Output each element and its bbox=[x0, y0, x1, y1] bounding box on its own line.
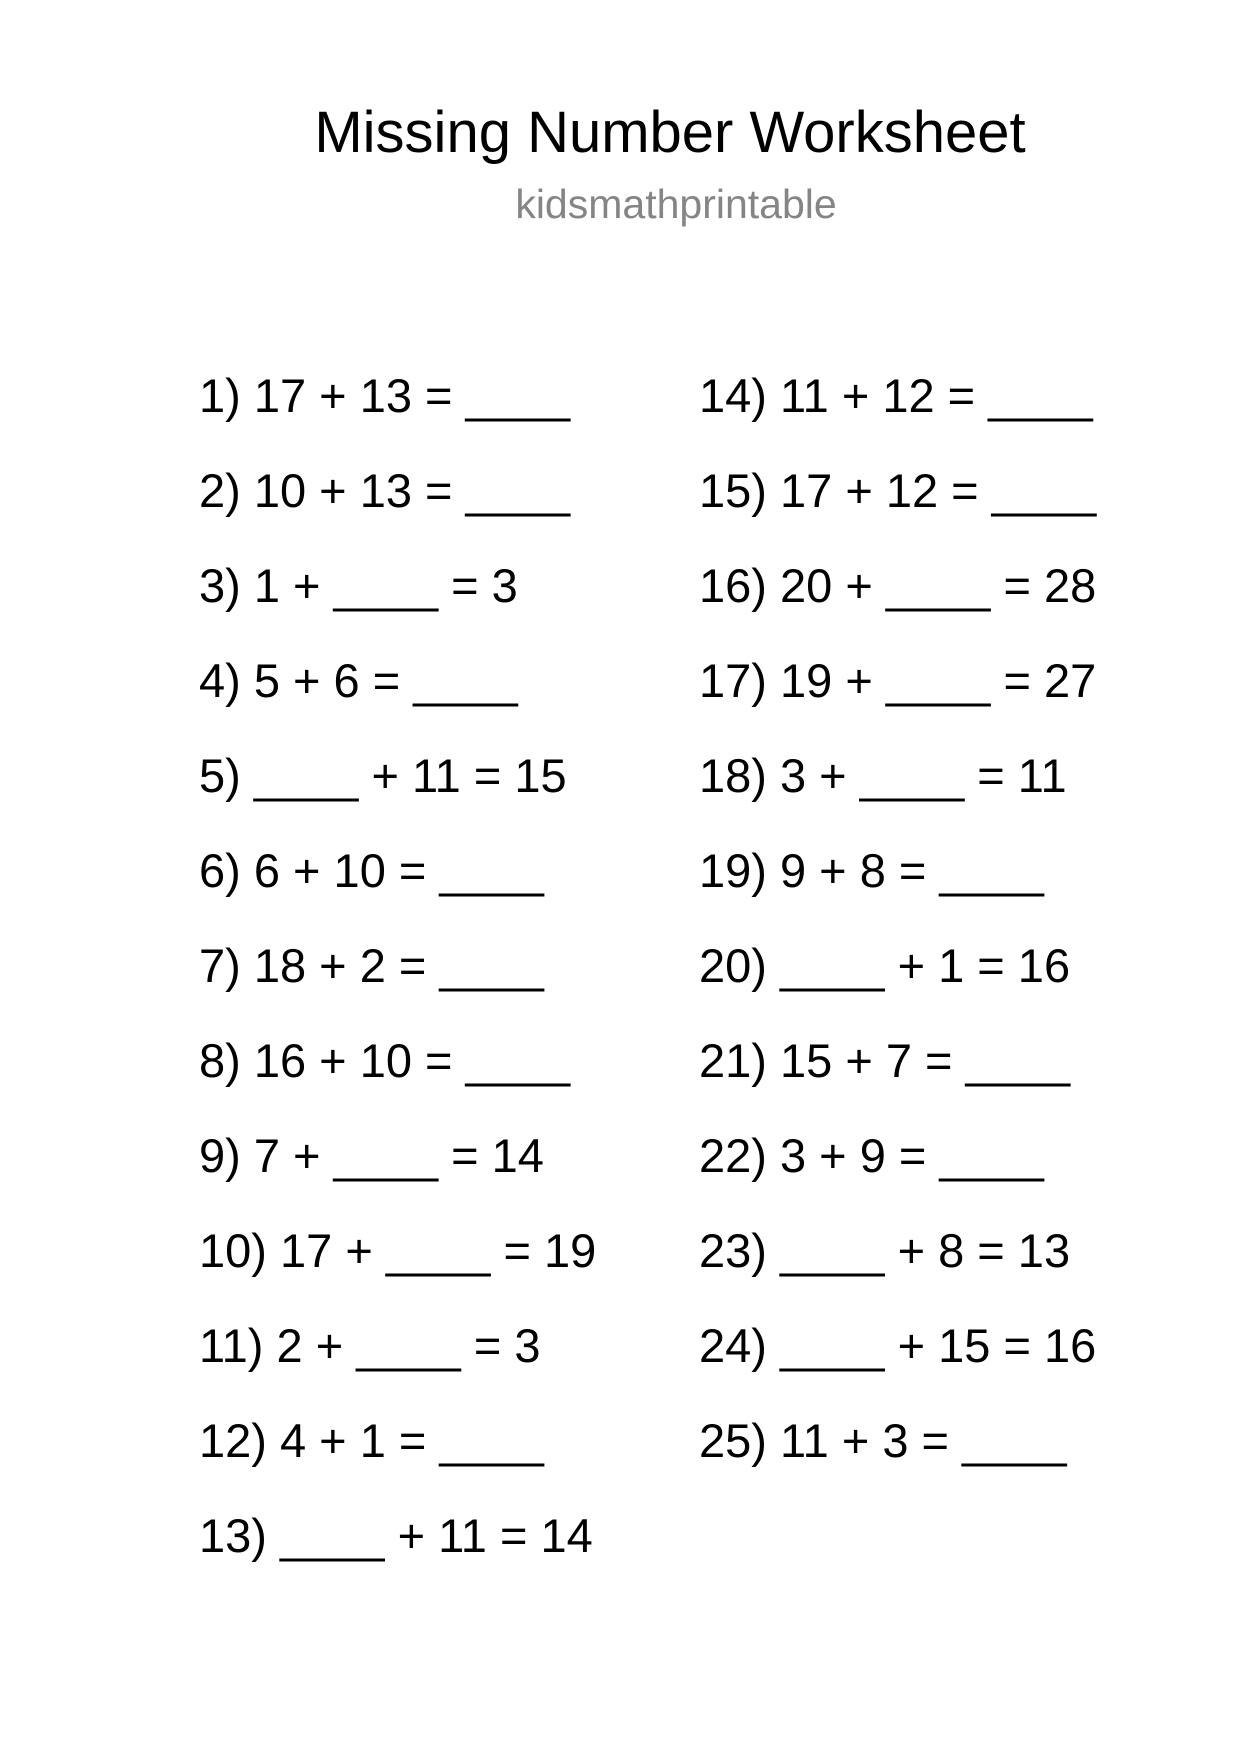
problem-4: 4) 5 + 6 = ____ bbox=[199, 654, 518, 707]
problem-6: 6) 6 + 10 = ____ bbox=[199, 844, 544, 897]
problem-21: 21) 15 + 7 = ____ bbox=[699, 1034, 1071, 1087]
worksheet-subtitle: kidsmathprintable bbox=[515, 181, 837, 227]
problem-16: 16) 20 + ____ = 28 bbox=[699, 559, 1097, 612]
problem-22: 22) 3 + 9 = ____ bbox=[699, 1129, 1044, 1182]
problem-1: 1) 17 + 13 = ____ bbox=[199, 369, 571, 422]
problem-15: 15) 17 + 12 = ____ bbox=[699, 464, 1097, 517]
problem-column-right bbox=[699, 348, 1096, 1488]
problem-2: 2) 10 + 13 = ____ bbox=[199, 464, 571, 517]
problem-8: 8) 16 + 10 = ____ bbox=[199, 1034, 571, 1087]
problem-3: 3) 1 + ____ = 3 bbox=[199, 559, 518, 612]
problem-5: 5) ____ + 11 = 15 bbox=[199, 749, 567, 802]
problem-20: 20) ____ + 1 = 16 bbox=[699, 939, 1071, 992]
problem-12: 12) 4 + 1 = ____ bbox=[199, 1414, 544, 1467]
problem-13: 13) ____ + 11 = 14 bbox=[199, 1509, 593, 1562]
problem-10: 10) 17 + ____ = 19 bbox=[199, 1224, 597, 1277]
problem-7: 7) 18 + 2 = ____ bbox=[199, 939, 544, 992]
problem-25: 25) 11 + 3 = ____ bbox=[699, 1414, 1067, 1467]
problem-9: 9) 7 + ____ = 14 bbox=[199, 1129, 544, 1182]
problem-17: 17) 19 + ____ = 27 bbox=[699, 654, 1097, 707]
problem-column-left bbox=[199, 348, 596, 1583]
worksheet-title: Missing Number Worksheet bbox=[314, 100, 1026, 165]
problem-19: 19) 9 + 8 = ____ bbox=[699, 844, 1044, 897]
problem-14: 14) 11 + 12 = ____ bbox=[699, 369, 1093, 422]
problem-18: 18) 3 + ____ = 11 bbox=[699, 749, 1067, 802]
problem-23: 23) ____ + 8 = 13 bbox=[699, 1224, 1071, 1277]
problem-11: 11) 2 + ____ = 3 bbox=[199, 1319, 541, 1372]
problem-24: 24) ____ + 15 = 16 bbox=[699, 1319, 1097, 1372]
